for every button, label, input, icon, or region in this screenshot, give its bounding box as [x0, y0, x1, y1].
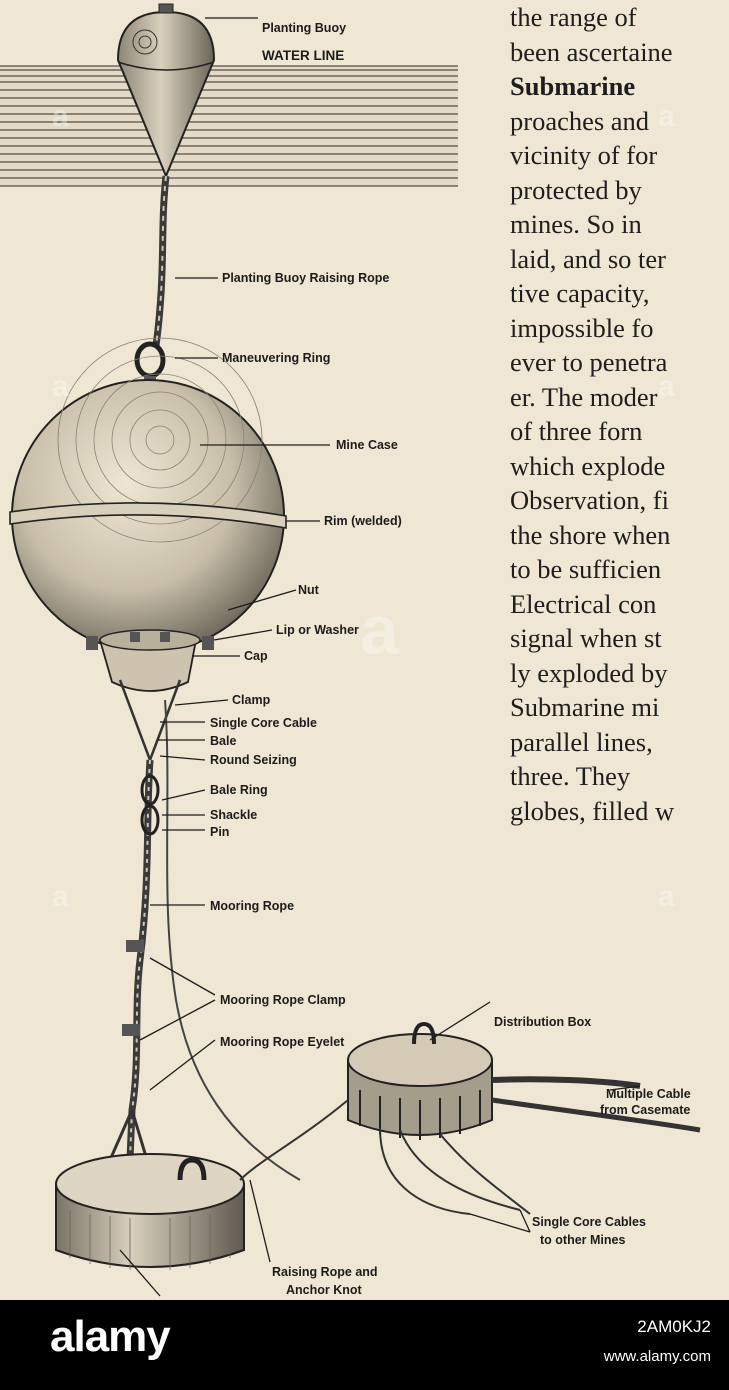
label-mooring-rope: Mooring Rope	[210, 899, 295, 913]
site-url: www.alamy.com	[603, 1348, 711, 1365]
text-line: the range of	[510, 2, 637, 32]
watermark-glyph: a	[658, 100, 675, 133]
text-line: Submarine mi	[510, 692, 660, 722]
label-nut: Nut	[298, 583, 319, 597]
label-raising-rope: Planting Buoy Raising Rope	[222, 271, 390, 285]
label-bale: Bale	[210, 734, 237, 748]
label-maneuvering-ring: Maneuvering Ring	[222, 351, 331, 365]
label-single-core-cable: Single Core Cable	[210, 716, 317, 730]
label-clamp: Clamp	[232, 693, 271, 707]
text-line: signal when st	[510, 623, 662, 653]
label-mooring-rope-clamp: Mooring Rope Clamp	[220, 993, 346, 1007]
body-text-column	[510, 0, 729, 828]
label-shackle: Shackle	[210, 808, 258, 822]
text-line: ever to penetra	[510, 347, 668, 377]
text-line: vicinity of for	[510, 140, 658, 170]
text-line: of three forn	[510, 416, 643, 446]
text-line: to be sufficien	[510, 554, 662, 584]
text-line: tive capacity,	[510, 278, 650, 308]
text-line: impossible fo	[510, 312, 654, 343]
text-line: three. They	[510, 761, 631, 791]
label-planting-buoy: Planting Buoy	[262, 21, 347, 35]
watermark-glyph: a	[52, 370, 69, 403]
label-water-line: WATER LINE	[262, 48, 345, 63]
text-line: ly exploded by	[510, 657, 668, 688]
text-line: the shore when	[510, 519, 671, 550]
label-bale-ring: Bale Ring	[210, 783, 268, 797]
text-line: proaches and	[510, 105, 650, 136]
text-line: parallel lines,	[510, 726, 653, 757]
image-reference	[604, 1312, 711, 1372]
label-pin: Pin	[210, 825, 230, 839]
mine-anchor	[56, 1154, 244, 1270]
text-line: protected by	[510, 174, 642, 205]
text-line-heading: Submarine	[510, 71, 636, 101]
text-line: Electrical con	[510, 588, 657, 619]
text-line: laid, and so ter	[510, 243, 667, 274]
label-rim: Rim (welded)	[324, 514, 402, 528]
text-line: been ascertaine	[510, 36, 673, 67]
watermark-glyph: a	[658, 880, 675, 913]
alamy-logo: alamy	[50, 1312, 170, 1361]
label-to-other-mines: to other Mines	[540, 1233, 626, 1247]
watermark-glyph: a	[360, 591, 399, 669]
text-line: Observation, fi	[510, 485, 669, 515]
label-raising-rope-anchor: Raising Rope and	[272, 1265, 378, 1279]
label-multiple-cable: Multiple Cable	[606, 1087, 691, 1101]
label-anchor-knot: Anchor Knot	[286, 1283, 362, 1297]
label-round-seizing: Round Seizing	[210, 753, 297, 767]
label-mine-case: Mine Case	[336, 438, 398, 452]
image-id: 2AM0KJ2	[637, 1317, 711, 1336]
watermark-glyph: a	[658, 370, 675, 403]
text-line: which explode	[510, 450, 666, 481]
watermark-glyph: a	[52, 880, 69, 913]
label-distribution-box: Distribution Box	[494, 1015, 592, 1029]
text-line: mines. So in	[510, 209, 642, 239]
watermark-glyph: a	[52, 100, 69, 133]
label-single-core-cables: Single Core Cables	[532, 1215, 646, 1229]
distribution-box-shape	[240, 1024, 700, 1214]
text-line: er. The moder	[510, 381, 658, 412]
label-cap: Cap	[244, 649, 268, 663]
label-mooring-rope-eyelet: Mooring Rope Eyelet	[220, 1035, 345, 1049]
text-line: globes, filled w	[510, 795, 675, 826]
mine-cap-assembly	[86, 630, 214, 691]
raising-rope	[156, 176, 166, 346]
label-from-casemate: from Casemate	[600, 1103, 691, 1117]
label-lip-washer: Lip or Washer	[276, 623, 359, 637]
